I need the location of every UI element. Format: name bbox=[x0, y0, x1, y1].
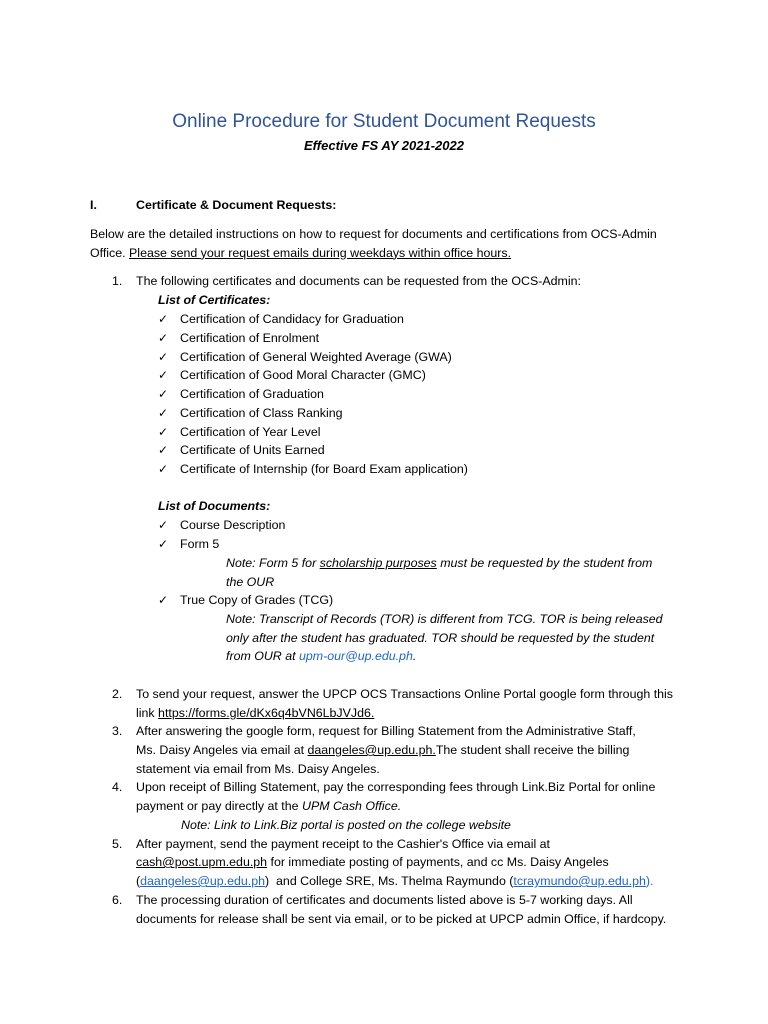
tcg-note-line3 bbox=[226, 647, 416, 666]
intro-text: Below are the detailed instructions on how to request for documents and certifications from OCS-Admin Office. bbox=[90, 227, 657, 260]
step-3-number: 3. bbox=[112, 724, 123, 738]
step-3-line2-pre: Ms. Daisy Angeles via email at bbox=[136, 743, 305, 757]
tcg-note-line2: only after the student has graduated. TOR should be requested by the student bbox=[226, 631, 655, 645]
checkmark-icon: ✓ bbox=[158, 443, 169, 458]
certificate-item: Certification of Class Ranking bbox=[180, 405, 343, 420]
step-4-line2 bbox=[136, 797, 401, 816]
step-1-text: The following certificates and documents can be requested from the OCS-Admin: bbox=[136, 274, 581, 288]
step-5-line2-post: for immediate posting of payments, and cc Ms. Daisy Angeles bbox=[270, 855, 609, 869]
step-2-line2 bbox=[136, 704, 374, 723]
step-3-line2-post: The student shall receive the billing bbox=[435, 743, 630, 757]
page-subtitle: Effective FS AY 2021-2022 bbox=[304, 138, 464, 153]
form5-note-line2: the OUR bbox=[226, 575, 275, 589]
step-6-line1: The processing duration of certificates and documents listed above is 5-7 working days. All bbox=[136, 893, 633, 907]
checkmark-icon: ✓ bbox=[158, 593, 169, 607]
thelma-email-link[interactable]: tcraymundo@up.edu.ph bbox=[513, 874, 646, 888]
certificate-item: Certification of Enrolment bbox=[180, 330, 320, 345]
step-6-number: 6. bbox=[112, 893, 123, 907]
tcg-note-post: . bbox=[412, 649, 417, 663]
step-6-line2: documents for release shall be sent via email, or to be picked at UPCP admin Office, if hardcopy. bbox=[136, 912, 667, 926]
checkmark-icon: ✓ bbox=[158, 424, 169, 439]
checkmark-icon: ✓ bbox=[158, 312, 169, 326]
checkmark-icon: ✓ bbox=[158, 462, 169, 476]
step-4-number: 4. bbox=[112, 780, 123, 794]
checkmark-icon: ✓ bbox=[158, 330, 169, 345]
form5-note bbox=[226, 554, 652, 573]
cash-office-text: UPM Cash Office. bbox=[302, 799, 402, 813]
step-5-mid: ) and College SRE, Ms. Thelma Raymundo ( bbox=[265, 874, 514, 888]
section-number: I. bbox=[90, 198, 97, 212]
page-title: Online Procedure for Student Document Requests bbox=[172, 111, 596, 132]
documents-heading: List of Documents: bbox=[158, 499, 271, 513]
daisy-email-link[interactable]: daangeles@up.edu.ph. bbox=[307, 743, 436, 757]
certificate-item: Certification of Good Moral Character (GMC) bbox=[180, 368, 426, 383]
step-2-link-label: link bbox=[136, 706, 155, 720]
certificate-item: Certification of General Weighted Average (GWA) bbox=[180, 349, 452, 364]
step-3-line3: statement via email from Ms. Daisy Angeles. bbox=[136, 762, 380, 776]
certificate-item: Certificate of Internship (for Board Exam application) bbox=[180, 462, 468, 476]
checkmark-icon: ✓ bbox=[158, 537, 169, 551]
checkmark-icon: ✓ bbox=[158, 405, 169, 420]
our-email-link[interactable]: upm-our@up.edu.ph bbox=[299, 649, 413, 663]
step-5-line3 bbox=[136, 872, 653, 891]
checkmark-icon: ✓ bbox=[158, 368, 169, 383]
document-item: True Copy of Grades (TCG) bbox=[180, 593, 334, 607]
step-5-number: 5. bbox=[112, 837, 123, 851]
document-item: Course Description bbox=[180, 518, 286, 532]
certificate-item: Certification of Candidacy for Graduation bbox=[180, 312, 404, 326]
step-4-line1: Upon receipt of Billing Statement, pay the corresponding fees through Link.Biz Portal for online bbox=[136, 780, 656, 794]
step-5-line2 bbox=[136, 853, 609, 872]
step-2-line1: To send your request, answer the UPCP OCS Transactions Online Portal google form through this bbox=[136, 687, 673, 701]
tcg-note-pre: from OUR at bbox=[226, 649, 296, 663]
certificate-item: Certificate of Units Earned bbox=[180, 443, 325, 458]
step-1-number: 1. bbox=[112, 274, 123, 288]
daisy-email-link-cc[interactable]: daangeles@up.edu.ph bbox=[140, 874, 266, 888]
certificate-item: Certification of Year Level bbox=[180, 424, 321, 439]
step-5-line1: After payment, send the payment receipt to the Cashier's Office via email at bbox=[136, 837, 550, 851]
checkmark-icon: ✓ bbox=[158, 349, 169, 364]
tcg-note-line1: Note: Transcript of Records (TOR) is different from TCG. TOR is being released bbox=[226, 612, 663, 626]
step-4-note: Note: Link to Link.Biz portal is posted on the college website bbox=[181, 818, 511, 832]
intro-paragraph bbox=[90, 225, 690, 262]
google-form-link[interactable]: https://forms.gle/dKx6q4bVN6LbJVJd6. bbox=[158, 706, 375, 720]
intro-underlined-text: Please send your request emails during weekdays within office hours. bbox=[129, 245, 512, 260]
checkmark-icon: ✓ bbox=[158, 518, 169, 532]
step-3-line2 bbox=[136, 741, 629, 760]
step-5-tail: ). bbox=[645, 874, 654, 888]
form5-note-pre: Note: Form 5 for bbox=[226, 556, 317, 570]
checkmark-icon: ✓ bbox=[158, 387, 169, 401]
step-4-line2-pre: payment or pay directly at the bbox=[136, 799, 299, 813]
step-2-number: 2. bbox=[112, 687, 123, 701]
cash-email-link[interactable]: cash@post.upm.edu.ph bbox=[136, 855, 268, 869]
document-item: Form 5 bbox=[180, 537, 220, 551]
section-title: Certificate & Document Requests: bbox=[136, 198, 337, 212]
certificates-heading: List of Certificates: bbox=[158, 293, 271, 307]
step-5-paren-open: ( bbox=[136, 874, 141, 888]
form5-note-underlined: scholarship purposes bbox=[319, 556, 437, 570]
step-3-line1: After answering the google form, request for Billing Statement from the Administrative Staff, bbox=[136, 724, 636, 738]
form5-note-post: must be requested by the student from bbox=[440, 556, 653, 570]
certificate-item: Certification of Graduation bbox=[180, 387, 324, 401]
